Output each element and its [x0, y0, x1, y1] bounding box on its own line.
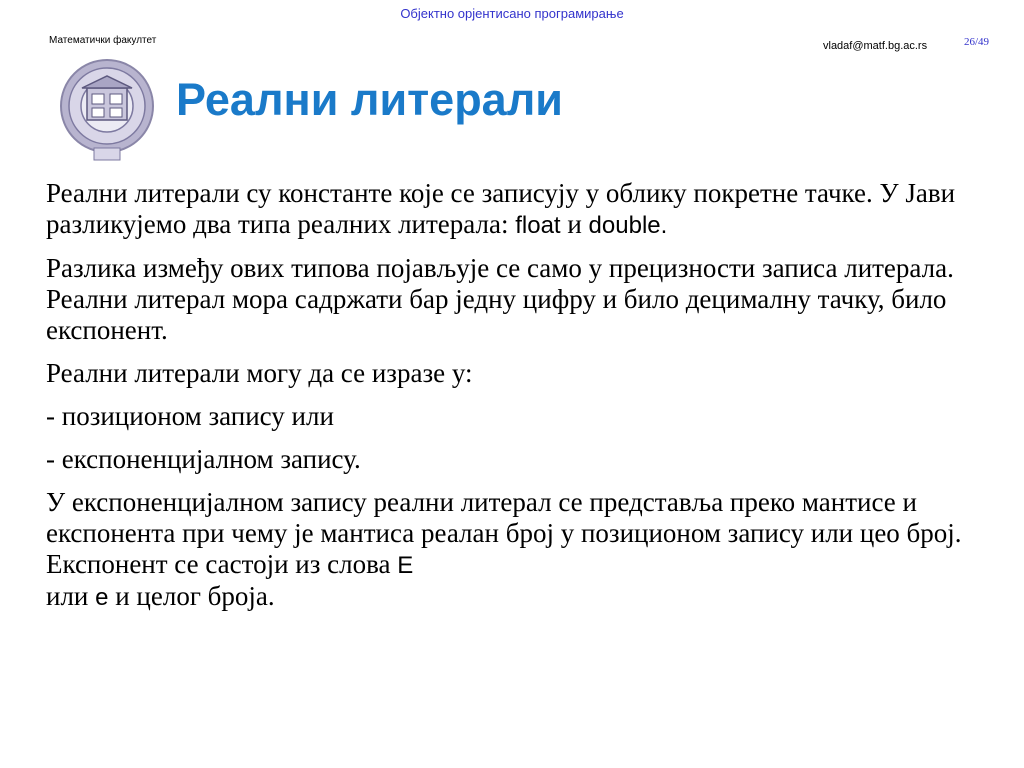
exponential-end: и целог броја.	[108, 581, 275, 611]
exponential-text: У експоненцијалном запису реални литерал се представља преко мантисе и експонента при чему је мантиса реалан број у позиционом запису или цео број. Експонент се састоји из слова	[46, 487, 962, 579]
letter-uppercase-e: E	[397, 552, 414, 579]
list-item-positional: - позиционом запису или	[46, 401, 334, 431]
sentence-end: .	[660, 212, 668, 239]
course-title: Објектно орјентисано програмирање	[400, 6, 624, 21]
paragraph-forms: Реални литерали могу да се изразе у:	[46, 358, 473, 388]
keyword-float: float	[515, 212, 561, 239]
or-text: или	[46, 581, 96, 611]
intro-text: Реални литерали су константе које се записују у облику покретне тачке. У Јави разликујемо два типа реалних литерала:	[46, 178, 956, 239]
paragraph-exponential	[46, 487, 1012, 613]
slide-number: 26/49	[964, 36, 990, 48]
faculty-label: Математички факултет	[49, 35, 157, 46]
slide-body	[46, 178, 1012, 625]
university-seal-icon	[58, 56, 156, 164]
slide-title: Реални литерали	[176, 74, 563, 125]
paragraph-intro	[46, 178, 1012, 241]
letter-lowercase-e: e	[95, 584, 109, 611]
conjunction: и	[560, 209, 589, 239]
author-email: vladaf@matf.bg.ac.rs	[823, 40, 928, 52]
paragraph-difference: Разлика између ових типова појављује се само у прецизности записа литерала. Реални литерал мора садржати бар једну цифру и било децималну тачку, било експонент.	[46, 253, 954, 345]
list-item-exponential: - експоненцијалном запису.	[46, 444, 361, 474]
keyword-double: double	[588, 212, 661, 239]
